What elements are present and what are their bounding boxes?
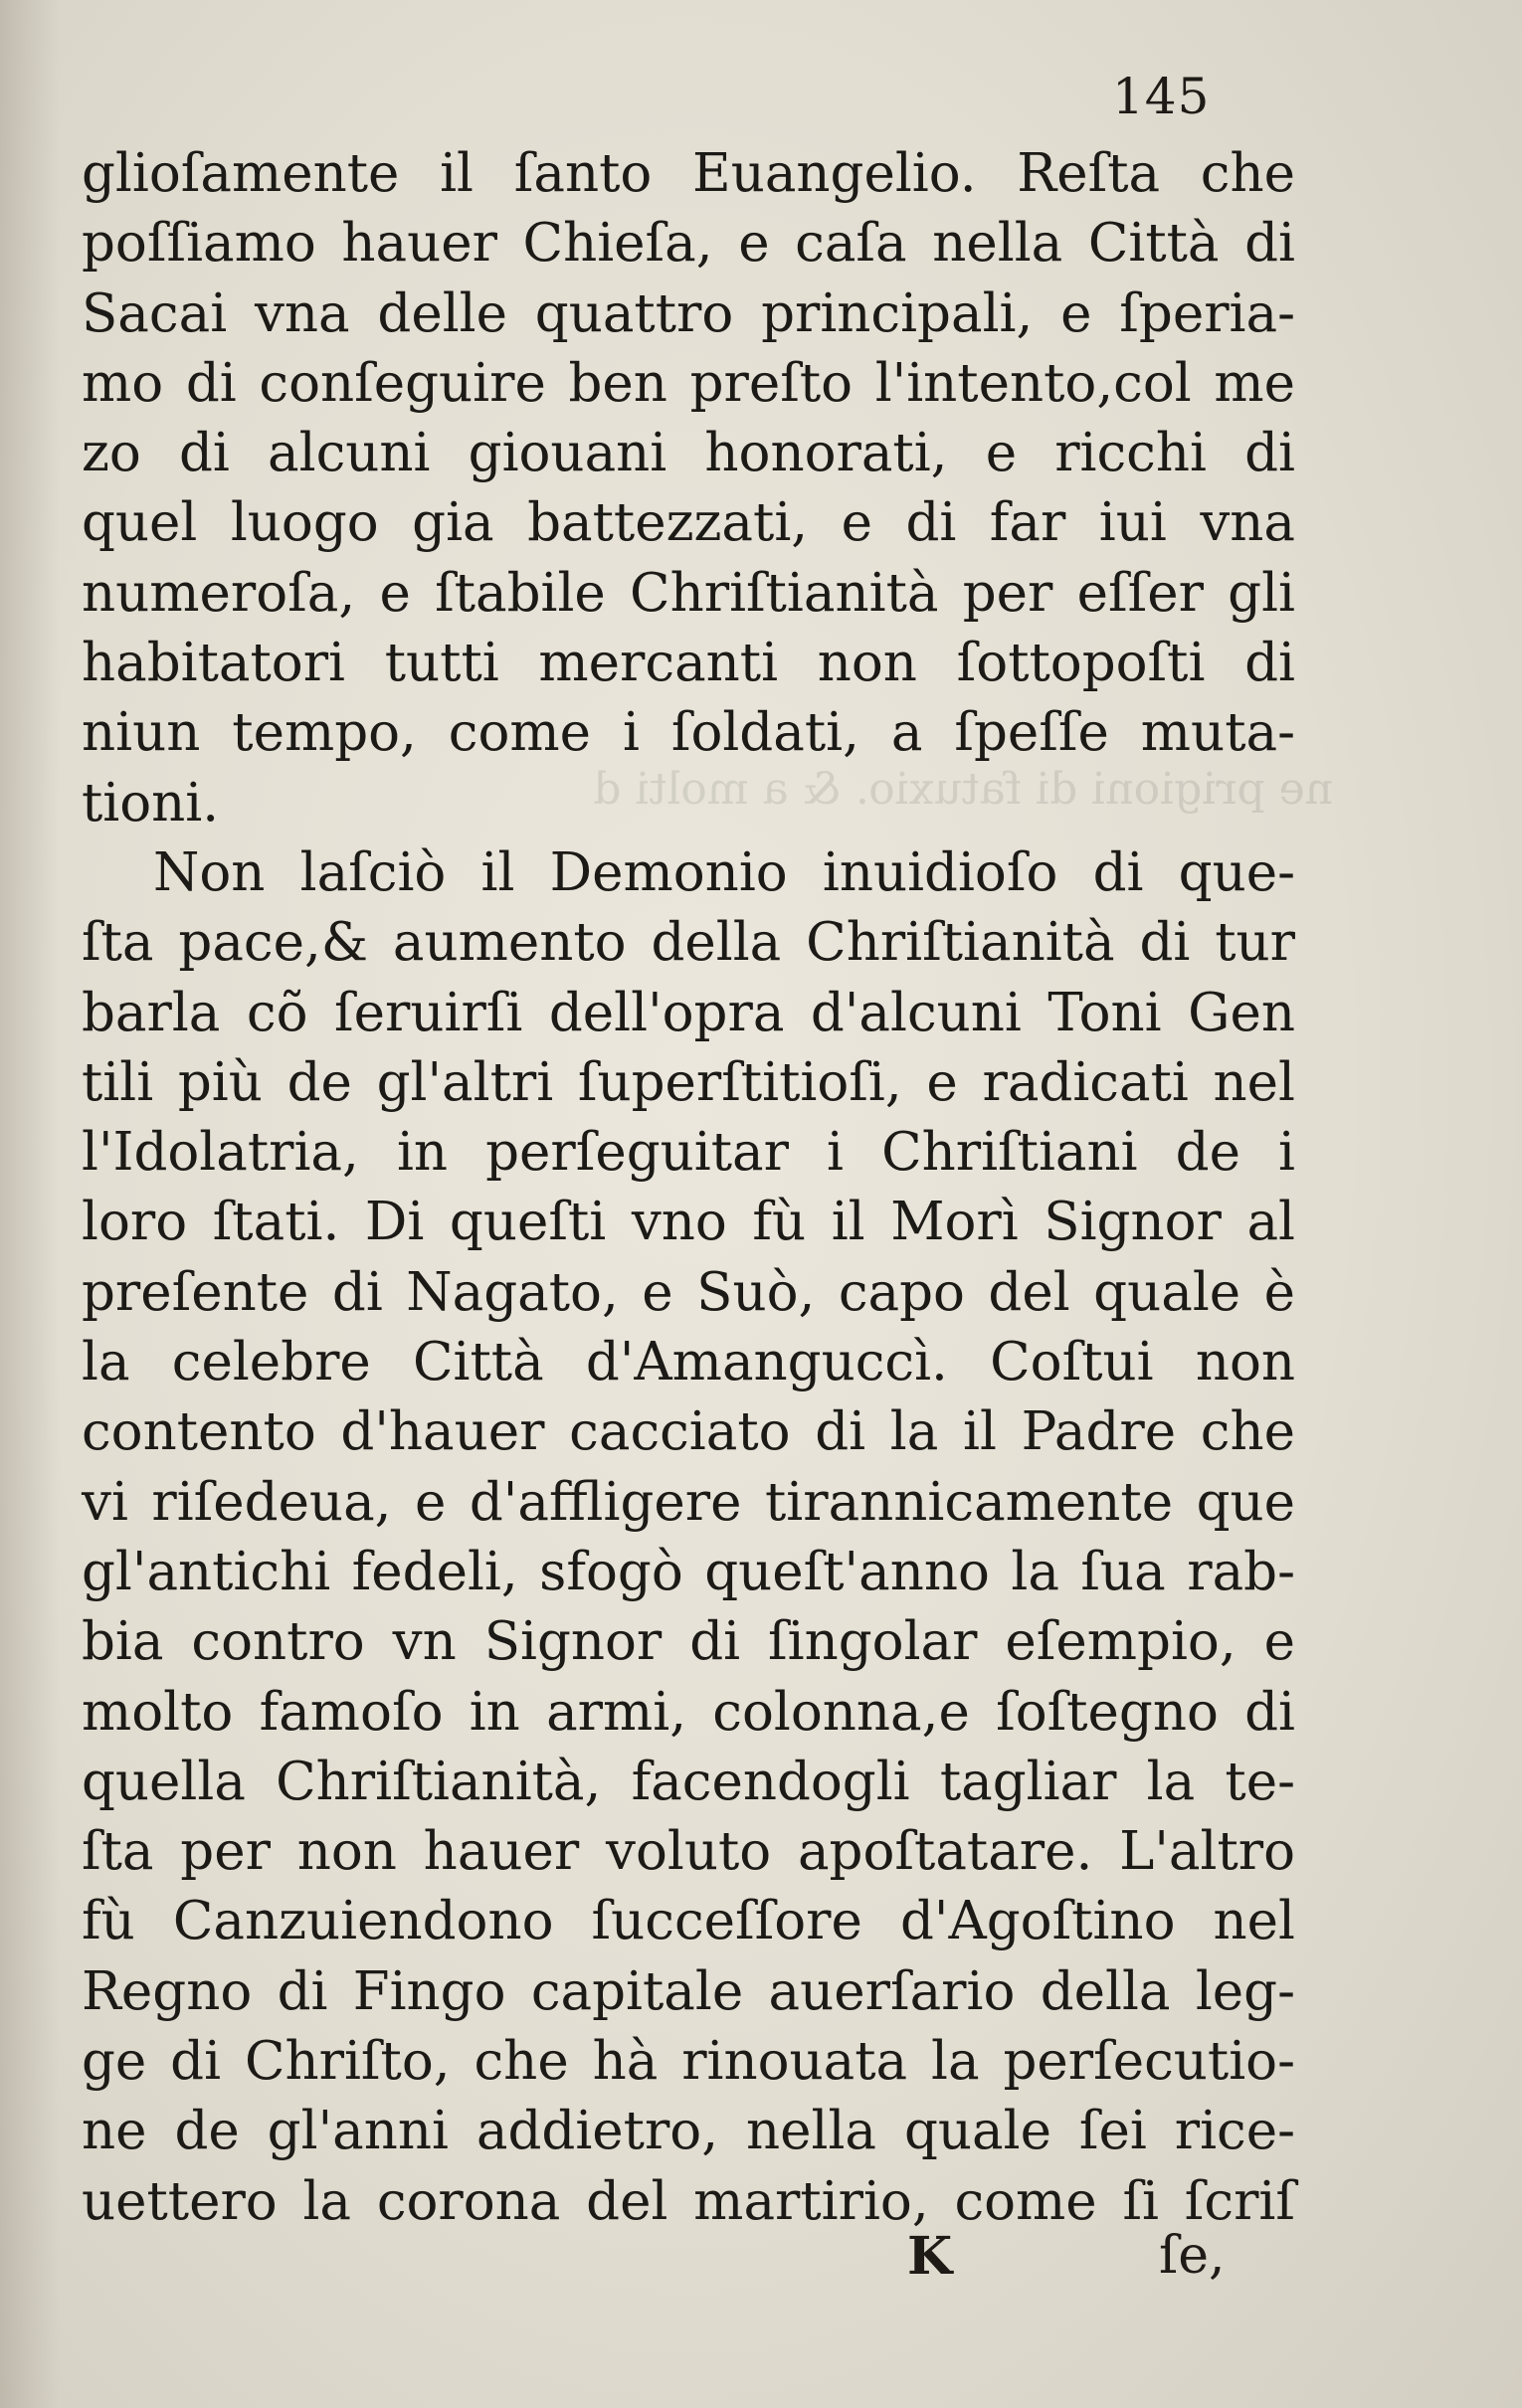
text-line: ne de gl'anni addietro, nella quale ſei rice- — [82, 2101, 1295, 2162]
text-line: bia contro vn Signor di ſingolar eſempio, e — [82, 1611, 1295, 1673]
show-through-text: ne prigioni di fatuxio. & a molti d — [593, 764, 1333, 815]
signature-mark: K — [907, 2226, 953, 2287]
text-line: ge di Chriſto, che hà rinouata la perſecutio- — [82, 2031, 1295, 2093]
catchword: ſe, — [1159, 2226, 1226, 2286]
text-line: habitatori tutti mercanti non ſottopoſti di — [82, 633, 1295, 694]
page-number: 145 — [1112, 68, 1211, 125]
text-line: tioni. — [82, 772, 220, 834]
text-line: tili più de gl'altri ſuperſtitioſi, e radicati nel — [82, 1051, 1295, 1113]
text-line: mo di conſeguire ben preſto l'intento,col me — [82, 352, 1295, 414]
text-line: loro ſtati. Di queſti vno fù il Morì Signor al — [82, 1192, 1295, 1253]
gutter-shadow — [0, 0, 60, 2408]
text-line: ſta per non hauer voluto apoſtatare. L'altro — [82, 1821, 1295, 1883]
text-line: contento d'hauer cacciato di la il Padre che — [82, 1401, 1295, 1463]
text-line: niun tempo, come i ſoldati, a ſpeſſe muta- — [82, 702, 1295, 764]
text-line: quella Chriſtianità, facendogli tagliar la te- — [82, 1751, 1295, 1812]
text-line: l'Idolatria, in perſeguitar i Chriſtiani de i — [82, 1122, 1295, 1184]
text-line: molto famoſo in armi, colonna,e ſoſtegno di — [82, 1681, 1295, 1743]
paragraph-first-line: Non laſciò il Demonio inuidioſo di que- — [153, 841, 1295, 903]
text-line: zo di alcuni giouani honorati, e ricchi di — [82, 423, 1295, 484]
text-line: numeroſa, e ſtabile Chriſtianità per eſſer gli — [82, 562, 1295, 624]
text-line: preſente di Nagato, e Suò, capo del quale è — [82, 1261, 1295, 1323]
text-line: la celebre Città d'Amanguccì. Coſtui non — [82, 1332, 1295, 1393]
text-line: Sacai vna delle quattro principali, e ſperia- — [82, 282, 1295, 344]
text-line: gl'antichi fedeli, sfogò queſt'anno la ſua rab- — [82, 1541, 1295, 1602]
text-line: uettero la corona del martirio, come ſi ſcriſ — [82, 2170, 1295, 2232]
text-line: poſſiamo hauer Chieſa, e caſa nella Città di — [82, 213, 1295, 275]
text-line: quel luogo gia battezzati, e di far iui vna — [82, 492, 1295, 554]
text-line: glioſamente il ſanto Euangelio. Reſta che — [82, 143, 1295, 204]
text-line: fù Canzuiendono ſucceſſore d'Agoſtino nel — [82, 1891, 1295, 1952]
text-line: Regno di Fingo capitale auerſario della leg- — [82, 1960, 1295, 2022]
text-line: ſta pace,& aumento della Chriſtianità di tur — [82, 912, 1295, 974]
text-line: vi riſedeua, e d'affligere tirannicamente que — [82, 1471, 1295, 1533]
text-line: barla cõ ſeruirſi dell'opra d'alcuni Toni Gen — [82, 982, 1295, 1043]
body-text — [82, 139, 1295, 2237]
